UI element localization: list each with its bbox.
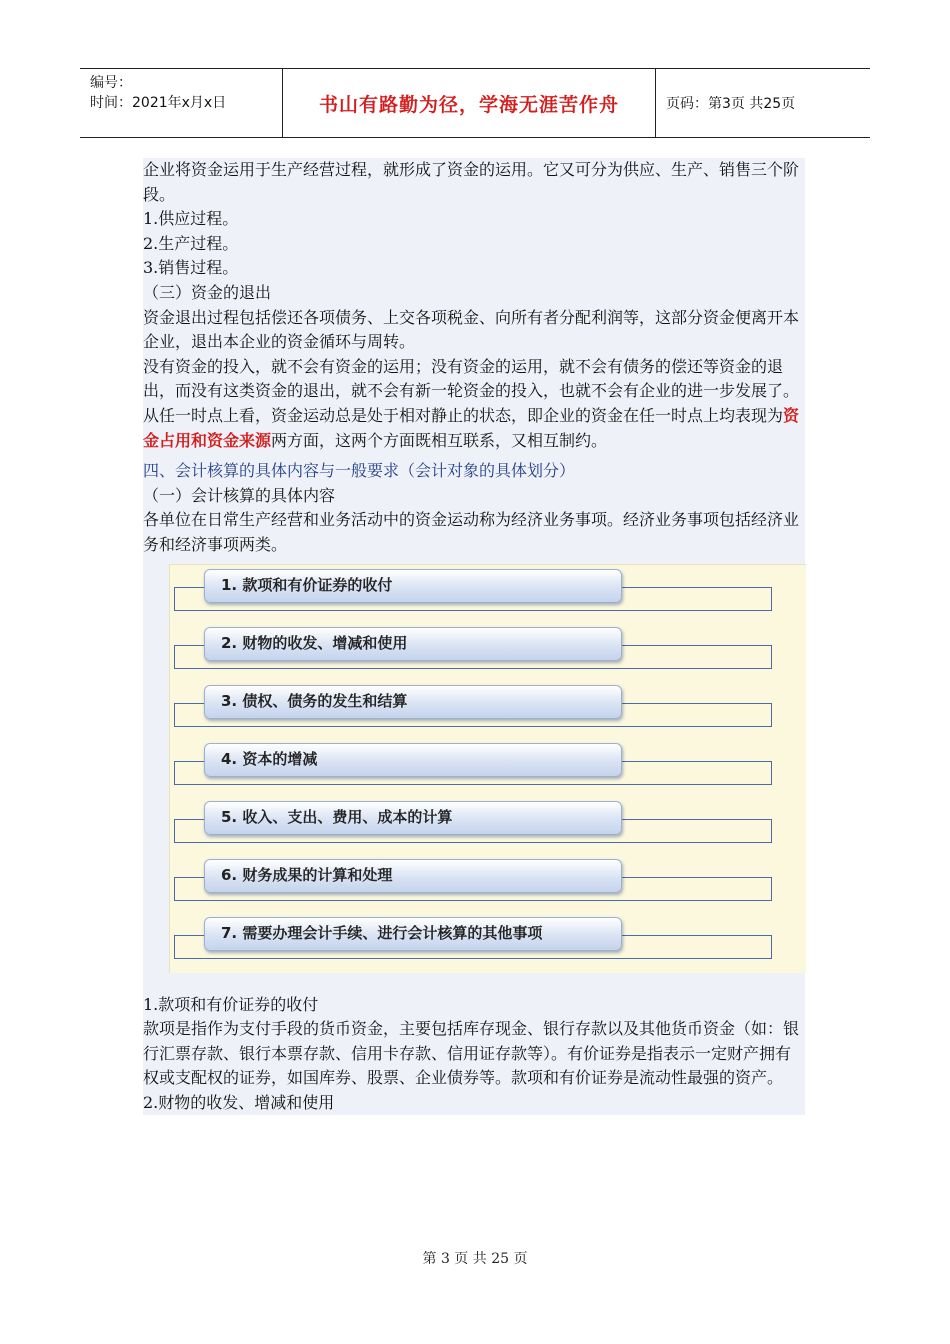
diagram-item: 7. 需要办理会计手续、进行会计核算的其他事项 bbox=[204, 917, 622, 951]
text-before: 从任一时点上看，资金运动总是处于相对静止的状态，即企业的资金在任一时点上均表现为 bbox=[143, 405, 784, 425]
paragraph: 企业将资金运用于生产经营过程，就形成了资金的运用。它又可分为供应、生产、销售三个阶段。 bbox=[143, 160, 800, 204]
diagram-row bbox=[170, 739, 806, 797]
paragraph: 没有资金的投入，就不会有资金的运用；没有资金的运用，就不会有债务的偿还等资金的退出，而没有这类资金的退出，就不会有新一轮资金的投入，也就不会有企业的进一步发展了。 bbox=[143, 356, 800, 401]
diagram-item: 2. 财物的收发、增减和使用 bbox=[204, 627, 622, 661]
diagram-item: 5. 收入、支出、费用、成本的计算 bbox=[204, 801, 622, 835]
content-diagram bbox=[169, 564, 806, 973]
subsection-heading: （一）会计核算的具体内容 bbox=[143, 485, 336, 505]
diagram-row bbox=[170, 913, 806, 971]
subsection-heading: 1.款项和有价证券的收付 bbox=[143, 994, 319, 1014]
page-header bbox=[80, 68, 870, 138]
diagram-item: 1. 款项和有价证券的收付 bbox=[204, 569, 622, 603]
diagram-row bbox=[170, 797, 806, 855]
diagram-item: 3. 债权、债务的发生和结算 bbox=[204, 685, 622, 719]
doc-date: 时间：2021年x月x日 bbox=[90, 95, 227, 111]
doc-number-label: 编号： bbox=[90, 75, 132, 91]
paragraph: 款项是指作为支付手段的货币资金，主要包括库存现金、银行存款以及其他货币资金（如：银行汇票存款、银行本票存款、信用卡存款、信用证存款等）。有价证券是指表示一定财产拥有权或支配权的证券，如国库券、股票、企业债券等。款项和有价证券是流动性最强的资产。 bbox=[143, 1019, 800, 1088]
diagram-item: 4. 资本的增减 bbox=[204, 743, 622, 777]
page-footer: 第 3 页 共 25 页 bbox=[422, 1251, 528, 1267]
header-meta bbox=[80, 69, 283, 137]
header-page-info: 页码：第3页 共25页 bbox=[666, 96, 796, 112]
list-item: 2.生产过程。 bbox=[143, 233, 239, 253]
diagram-row bbox=[170, 681, 806, 739]
diagram-row bbox=[170, 565, 806, 623]
document-body bbox=[143, 158, 805, 1115]
paragraph: 资金退出过程包括偿还各项债务、上交各项税金、向所有者分配利润等，这部分资金便离开本企业，退出本企业的资金循环与周转。 bbox=[143, 307, 800, 352]
diagram-row bbox=[170, 623, 806, 681]
subsection-heading: 2.财物的收发、增减和使用 bbox=[143, 1092, 335, 1112]
paragraph-highlighted bbox=[143, 404, 805, 453]
subsection-heading: （三）资金的退出 bbox=[143, 282, 272, 302]
paragraph: 各单位在日常生产经营和业务活动中的资金运动称为经济业务事项。经济业务事项包括经济业务和经济事项两类。 bbox=[143, 510, 800, 554]
section-heading: 四、会计核算的具体内容与一般要求（会计对象的具体划分） bbox=[143, 461, 576, 481]
diagram-row bbox=[170, 855, 806, 913]
list-item: 3.销售过程。 bbox=[143, 258, 239, 278]
highlight-text: 资金占用和资金来源 bbox=[143, 405, 800, 450]
list-item: 1.供应过程。 bbox=[143, 209, 239, 229]
header-motto: 书山有路勤为径，学海无涯苦作舟 bbox=[283, 69, 656, 137]
diagram-item: 6. 财务成果的计算和处理 bbox=[204, 859, 622, 893]
text-after: 两方面，这两个方面既相互联系，又相互制约。 bbox=[271, 430, 608, 450]
